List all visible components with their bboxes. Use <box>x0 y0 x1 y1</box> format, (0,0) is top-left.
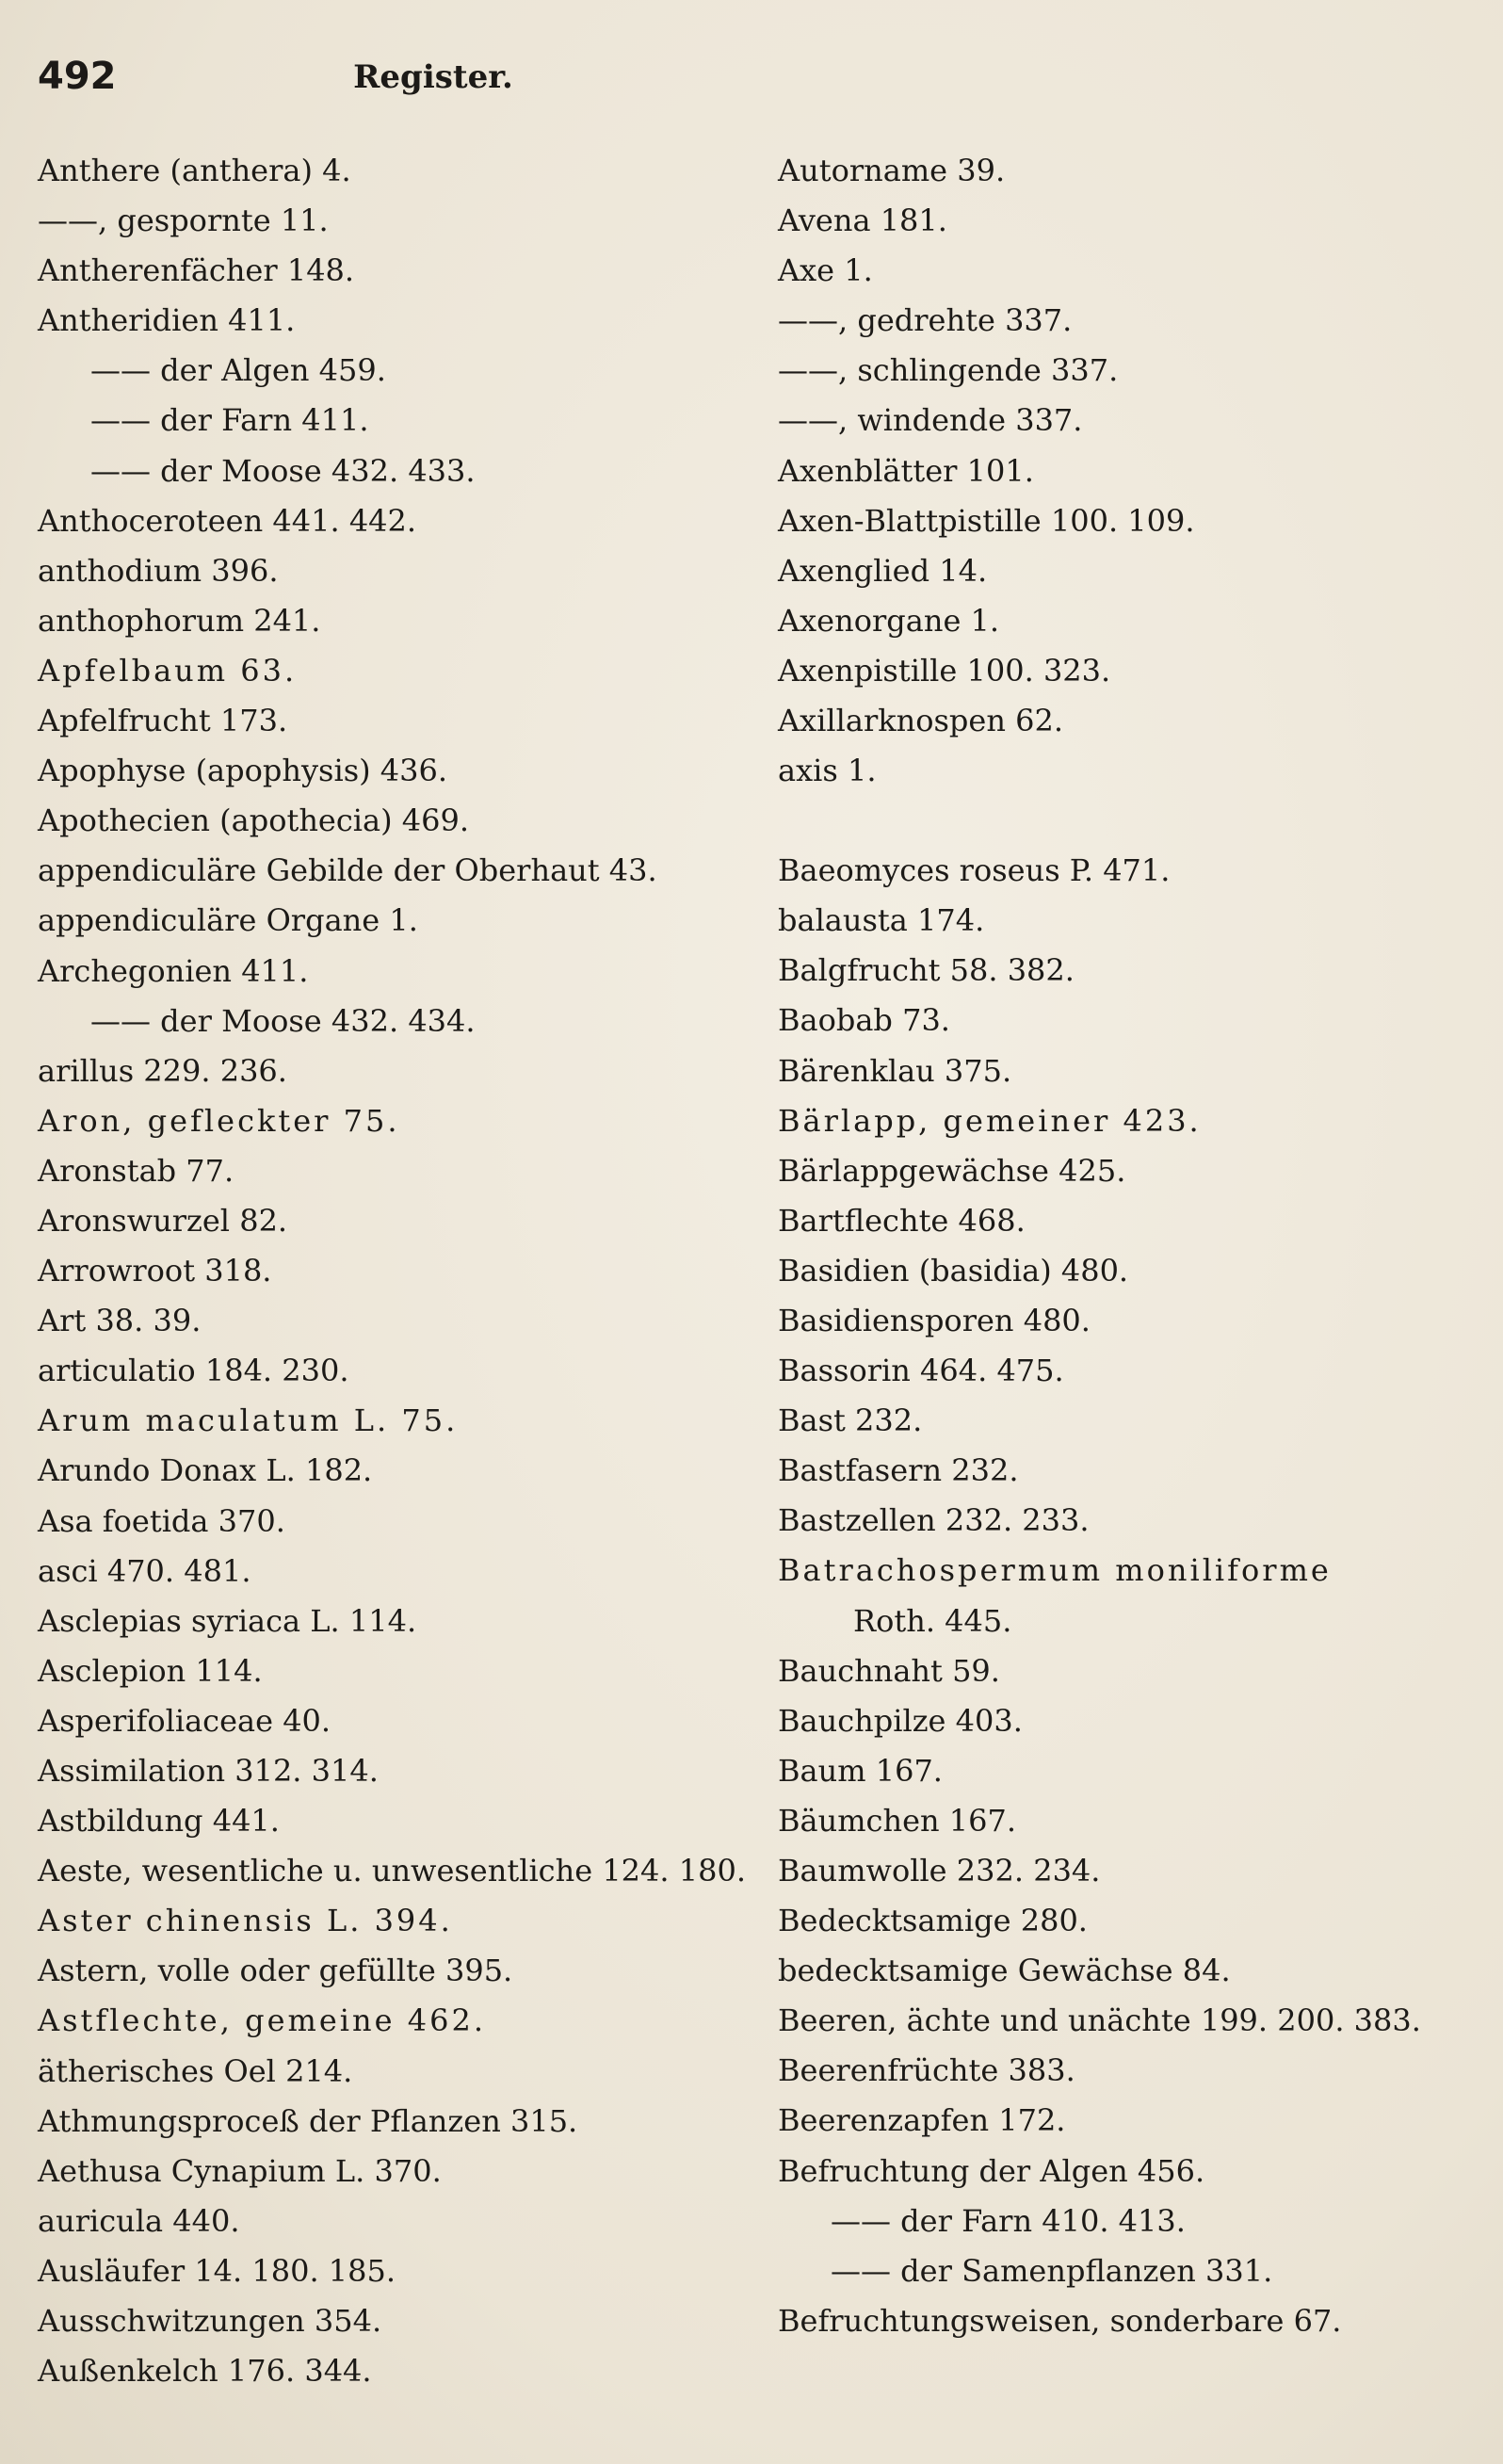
index-entry: Batrachospermum moniliforme <box>778 1552 1332 1589</box>
index-entry: —— der Moose 432. 434. <box>90 1002 476 1039</box>
index-entry: Bärenklau 375. <box>778 1052 1012 1089</box>
index-entry: Ausläufer 14. 180. 185. <box>38 2252 396 2289</box>
index-column-left <box>38 146 772 2396</box>
index-entry: Apfelfrucht 173. <box>38 703 288 739</box>
index-entry: Axenpistille 100. 323. <box>778 652 1111 689</box>
index-entry: Archegonien 411. <box>38 952 309 989</box>
index-entry: Arundo Donax L. 182. <box>38 1452 373 1489</box>
index-entry: Bartflechte 468. <box>778 1202 1026 1239</box>
index-entry: Aronstab 77. <box>38 1152 234 1189</box>
index-entry: Aeste, wesentliche u. unwesentliche 124. 180. <box>38 1853 746 1889</box>
index-entry: Aethusa Cynapium L. 370. <box>38 2152 442 2189</box>
page-header <box>38 55 829 111</box>
index-entry: appendiculäre Gebilde der Oberhaut 43. <box>38 852 657 889</box>
index-entry: asci 470. 481. <box>38 1552 251 1589</box>
index-entry: arillus 229. 236. <box>38 1052 287 1089</box>
index-entry: —— der Moose 432. 433. <box>90 452 476 489</box>
index-entry: Axen-Blattpistille 100. 109. <box>778 502 1195 539</box>
index-column-right <box>778 146 1503 2346</box>
index-entry: Bärlappgewächse 425. <box>778 1152 1126 1189</box>
index-entry: —— der Samenpflanzen 331. <box>831 2252 1273 2289</box>
index-entry: Axenblätter 101. <box>778 452 1034 489</box>
index-entry: Bauchpilze 403. <box>778 1702 1023 1739</box>
index-entry: Ausschwitzungen 354. <box>38 2303 382 2340</box>
index-entry: Apophyse (apophysis) 436. <box>38 753 448 789</box>
index-entry: Außenkelch 176. 344. <box>38 2353 372 2390</box>
index-entry: Anthoceroteen 441. 442. <box>38 502 417 539</box>
index-entry: Bäumchen 167. <box>778 1802 1017 1839</box>
index-entry: Axe 1. <box>778 252 873 289</box>
index-entry: Basidiensporen 480. <box>778 1302 1091 1338</box>
index-entry: Avena 181. <box>778 203 947 239</box>
index-entry: ätherisches Oel 214. <box>38 2052 353 2089</box>
index-entry: Art 38. 39. <box>38 1303 202 1339</box>
index-entry: articulatio 184. 230. <box>38 1353 349 1389</box>
index-entry: Asa foetida 370. <box>38 1502 285 1539</box>
index-entry: Balgfrucht 58. 382. <box>778 952 1075 989</box>
index-entry: Baobab 73. <box>778 1002 950 1039</box>
index-entry: Bastfasern 232. <box>778 1452 1019 1489</box>
index-entry: —— der Farn 410. 413. <box>831 2202 1186 2239</box>
index-entry: Aster chinensis L. 394. <box>38 1903 453 1939</box>
index-entry: Apfelbaum 63. <box>38 652 298 689</box>
index-entry: Athmungsproceß der Pflanzen 315. <box>38 2102 578 2139</box>
index-entry: anthodium 396. <box>38 552 279 589</box>
index-entry: Apothecien (apothecia) 469. <box>38 802 469 839</box>
index-entry: Arum maculatum L. 75. <box>38 1402 459 1439</box>
index-entry: Axenorgane 1. <box>778 602 1000 639</box>
index-entry: auricula 440. <box>38 2202 240 2239</box>
index-entry: Basidien (basidia) 480. <box>778 1252 1129 1289</box>
index-entry: Bassorin 464. 475. <box>778 1353 1064 1389</box>
index-entry: Bedecktsamige 280. <box>778 1903 1088 1939</box>
index-entry: Befruchtungsweisen, sonderbare 67. <box>778 2302 1342 2339</box>
index-entry: —— der Algen 459. <box>90 352 386 389</box>
index-entry: Antheridien 411. <box>38 302 296 339</box>
index-entry: Autorname 39. <box>778 153 1006 188</box>
index-entry: —— der Farn 411. <box>90 402 369 439</box>
index-entry: Roth. 445. <box>853 1602 1012 1639</box>
index-entry: Bärlapp, gemeiner 423. <box>778 1102 1202 1139</box>
index-entry: ——, schlingende 337. <box>778 352 1119 389</box>
index-entry: Antherenfächer 148. <box>38 252 355 289</box>
index-entry: Baumwolle 232. 234. <box>778 1853 1101 1889</box>
index-entry: Aronswurzel 82. <box>38 1202 288 1239</box>
index-entry: anthophorum 241. <box>38 602 321 639</box>
index-entry: Astflechte, gemeine 462. <box>38 2002 486 2039</box>
index-entry: balausta 174. <box>778 902 985 939</box>
index-entry: Beerenfrüchte 383. <box>778 2052 1075 2089</box>
index-entry: Bast 232. <box>778 1402 923 1439</box>
index-entry: Axillarknospen 62. <box>778 703 1064 739</box>
index-entry: Asperifoliaceae 40. <box>38 1702 331 1739</box>
index-entry: Assimilation 312. 314. <box>38 1753 379 1789</box>
index-entry: axis 1. <box>778 753 877 789</box>
index-entry: ——, gedrehte 337. <box>778 302 1073 339</box>
index-entry: Bauchnaht 59. <box>778 1652 1000 1689</box>
index-entry: Beeren, ächte und unächte 199. 200. 383. <box>778 2002 1421 2039</box>
index-entry: Baum 167. <box>778 1752 943 1789</box>
index-entry: Astbildung 441. <box>38 1803 280 1840</box>
index-entry: Anthere (anthera) 4. <box>38 153 351 188</box>
index-entry: bedecktsamige Gewächse 84. <box>778 1953 1231 1989</box>
index-entry: Asclepion 114. <box>38 1652 263 1689</box>
index-entry: ——, windende 337. <box>778 402 1083 439</box>
index-entry: Astern, volle oder gefüllte 395. <box>38 1953 513 1989</box>
index-entry: Bastzellen 232. 233. <box>778 1502 1090 1539</box>
index-entry: appendiculäre Organe 1. <box>38 902 418 939</box>
index-entry: Baeomyces roseus P. 471. <box>778 852 1171 889</box>
running-title: Register. <box>353 58 513 96</box>
index-entry: Axenglied 14. <box>778 552 988 589</box>
page-number: 492 <box>38 55 117 98</box>
index-entry: Arrowroot 318. <box>38 1253 272 1289</box>
index-entry: Aron, gefleckter 75. <box>38 1102 400 1139</box>
index-entry: Befruchtung der Algen 456. <box>778 2152 1205 2189</box>
index-entry: Asclepias syriaca L. 114. <box>38 1602 417 1639</box>
index-entry: Beerenzapfen 172. <box>778 2102 1066 2139</box>
index-entry: ——, gespornte 11. <box>38 203 329 239</box>
